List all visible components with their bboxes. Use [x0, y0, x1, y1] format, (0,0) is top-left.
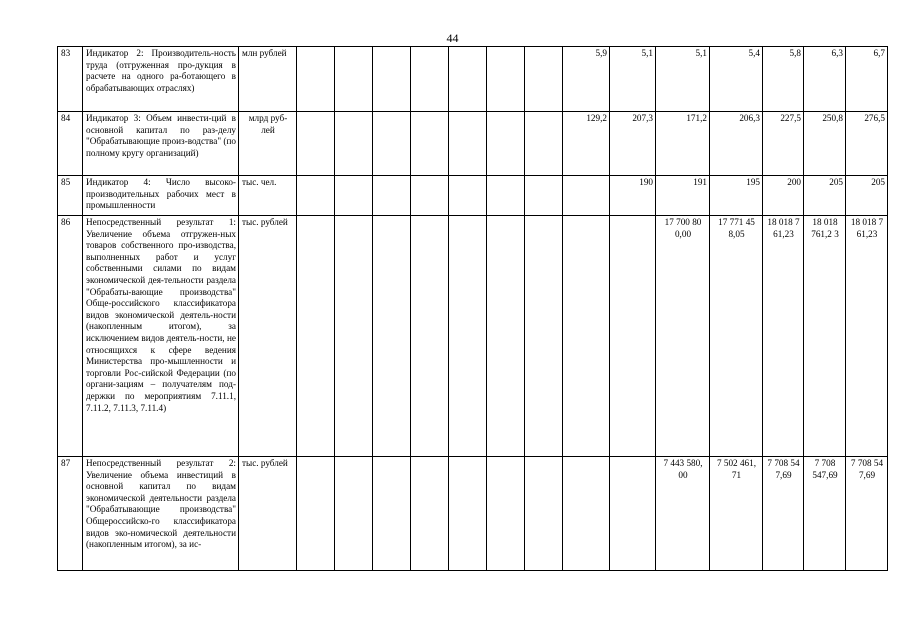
value-cell: 205	[804, 176, 846, 216]
value-cell	[563, 457, 610, 571]
row-number: 87	[58, 457, 83, 571]
empty-cell	[449, 457, 487, 571]
row-number: 83	[58, 47, 83, 112]
value-cell: 17 700 80 0,00	[656, 216, 710, 457]
row-unit: тыс. рублей	[239, 457, 297, 571]
value-cell: 195	[710, 176, 763, 216]
empty-cell	[411, 457, 449, 571]
empty-cell	[335, 457, 373, 571]
page-number: 44	[446, 31, 459, 45]
empty-cell	[297, 216, 335, 457]
indicators-table	[57, 46, 888, 571]
value-cell: 18 018 7 61,23	[763, 216, 804, 457]
row-unit: млрд руб-лей	[239, 112, 297, 176]
empty-cell	[297, 112, 335, 176]
empty-cell	[297, 457, 335, 571]
empty-cell	[335, 112, 373, 176]
value-cell: 18 018 761,2 3	[804, 216, 846, 457]
table-row	[58, 47, 888, 112]
empty-cell	[373, 457, 411, 571]
empty-cell	[335, 216, 373, 457]
value-cell	[610, 216, 656, 457]
empty-cell	[525, 176, 563, 216]
empty-cell	[297, 176, 335, 216]
value-cell: 5,1	[610, 47, 656, 112]
empty-cell	[411, 216, 449, 457]
row-description: Непосредственный результат 2: Увеличение объема инвестиций в основной капитал по видам экономической деятельности раздела "Обрабатывающие производства" Общероссийско-го классификатора видов эко-номической деятельности (накопленным итогом), за ис-	[83, 457, 239, 571]
value-cell	[563, 216, 610, 457]
value-cell: 5,4	[710, 47, 763, 112]
value-cell: 7 443 580, 00	[656, 457, 710, 571]
value-cell: 206,3	[710, 112, 763, 176]
empty-cell	[449, 176, 487, 216]
row-number: 86	[58, 216, 83, 457]
value-cell: 5,8	[763, 47, 804, 112]
row-number: 84	[58, 112, 83, 176]
empty-cell	[449, 216, 487, 457]
row-description: Индикатор 3: Объем инвести-ций в основной капитал по раз-делу "Обрабатывающие произ-водства" (по полному кругу организаций)	[83, 112, 239, 176]
empty-cell	[411, 47, 449, 112]
value-cell: 191	[656, 176, 710, 216]
row-unit: тыс. чел.	[239, 176, 297, 216]
empty-cell	[525, 216, 563, 457]
empty-cell	[297, 47, 335, 112]
row-unit: млн рублей	[239, 47, 297, 112]
value-cell: 129,2	[563, 112, 610, 176]
value-cell: 7 708 547,69	[804, 457, 846, 571]
empty-cell	[373, 216, 411, 457]
value-cell: 6,3	[804, 47, 846, 112]
value-cell: 18 018 7 61,23	[846, 216, 888, 457]
row-description: Непосредственный результат 1: Увеличение объема отгружен-ных товаров собственного про-изводства, выполненных работ и услуг собственными силами по видам экономической дея-тельности раздела "Обрабаты-вающие производства" Обще-российского классификатора видов экономической деятель-ности (накопленным итогом), за исключением видов деятель-ности, не относящихся к сфере ведения Министерства про-мышленности и торговли Рос-сийской Федерации (по органи-зациям – получателям под-держки по мероприятиям 7.11.1, 7.11.2, 7.11.3, 7.11.4)	[83, 216, 239, 457]
value-cell	[610, 457, 656, 571]
empty-cell	[525, 47, 563, 112]
value-cell: 276,5	[846, 112, 888, 176]
empty-cell	[487, 112, 525, 176]
empty-cell	[487, 47, 525, 112]
empty-cell	[449, 112, 487, 176]
table-row	[58, 112, 888, 176]
empty-cell	[487, 457, 525, 571]
value-cell: 7 708 54 7,69	[846, 457, 888, 571]
row-description: Индикатор 2: Производитель-ность труда (отгруженная про-дукция в расчете на одного ра-ботающего в обрабатывающих отраслях)	[83, 47, 239, 112]
empty-cell	[373, 112, 411, 176]
empty-cell	[449, 47, 487, 112]
empty-cell	[487, 216, 525, 457]
value-cell: 6,7	[846, 47, 888, 112]
empty-cell	[411, 112, 449, 176]
value-cell: 200	[763, 176, 804, 216]
empty-cell	[487, 176, 525, 216]
value-cell: 207,3	[610, 112, 656, 176]
value-cell: 250,8	[804, 112, 846, 176]
empty-cell	[335, 47, 373, 112]
table-row	[58, 216, 888, 457]
value-cell: 205	[846, 176, 888, 216]
empty-cell	[525, 112, 563, 176]
empty-cell	[373, 47, 411, 112]
row-number: 85	[58, 176, 83, 216]
empty-cell	[373, 176, 411, 216]
value-cell	[563, 176, 610, 216]
value-cell: 7 502 461, 71	[710, 457, 763, 571]
value-cell: 17 771 45 8,05	[710, 216, 763, 457]
row-description: Индикатор 4: Число высоко-производительных рабочих мест в промышленности	[83, 176, 239, 216]
empty-cell	[335, 176, 373, 216]
table-row	[58, 457, 888, 571]
value-cell: 5,1	[656, 47, 710, 112]
table-row	[58, 176, 888, 216]
row-unit: тыс. рублей	[239, 216, 297, 457]
value-cell: 171,2	[656, 112, 710, 176]
value-cell: 190	[610, 176, 656, 216]
value-cell: 5,9	[563, 47, 610, 112]
value-cell: 7 708 54 7,69	[763, 457, 804, 571]
empty-cell	[525, 457, 563, 571]
empty-cell	[411, 176, 449, 216]
value-cell: 227,5	[763, 112, 804, 176]
